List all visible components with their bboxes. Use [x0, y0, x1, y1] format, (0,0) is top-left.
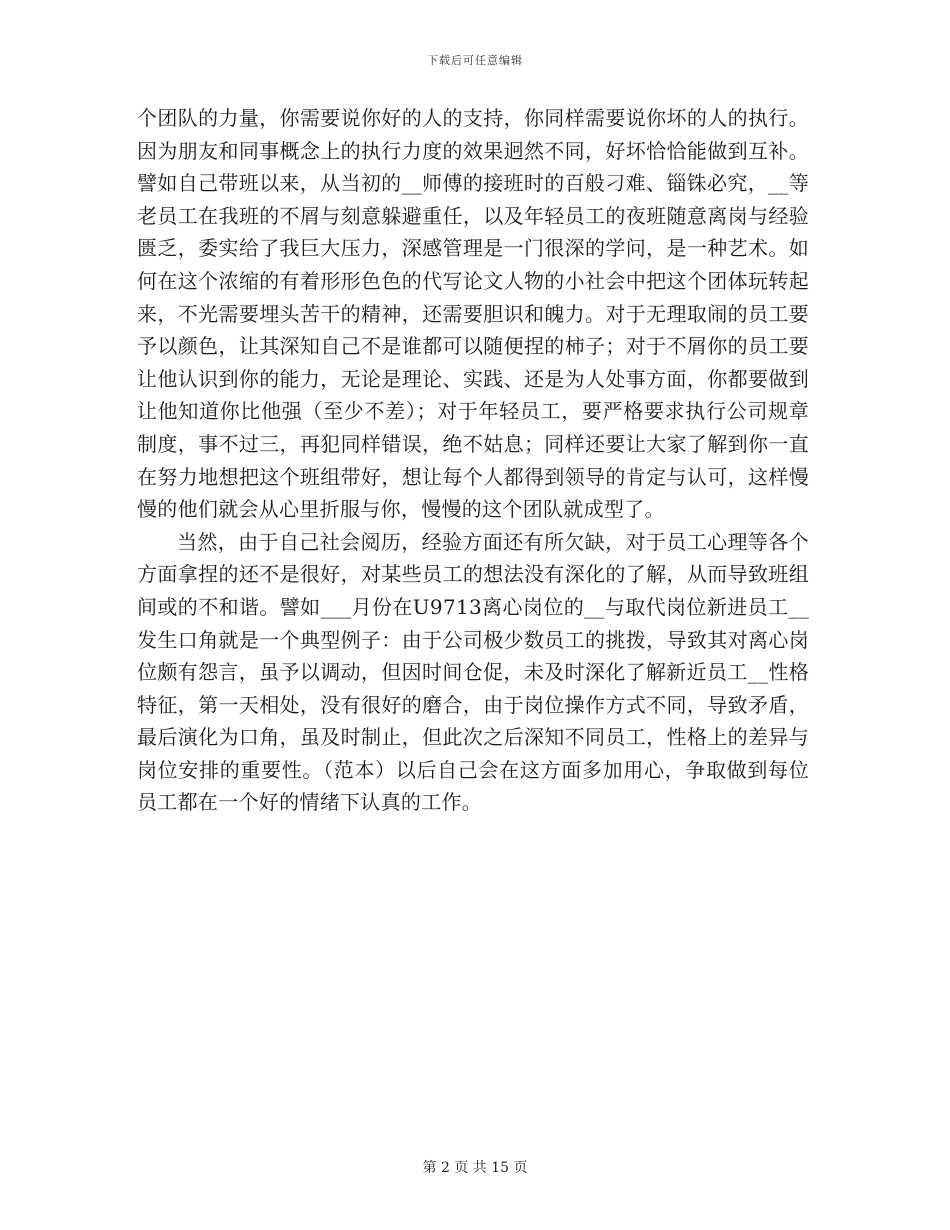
document-body — [137, 102, 809, 819]
paragraph-continued: 个团队的力量，你需要说你好的人的支持，你同样需要说你坏的人的执行。因为朋友和同事概念上的执行力度的效果迥然不同，好坏恰恰能做到互补。譬如自己带班以来，从当初的__师傅的接班时的百般刁难、锱铢必究，__等老员工在我班的不屑与刻意躲避重任，以及年轻员工的夜班随意离岗与经验匮乏，委实给了我巨大压力，深感管理是一门很深的学问，是一种艺术。如何在这个浓缩的有着形形色色的代写论文人物的小社会中把这个团体玩转起来，不光需要埋头苦干的精神，还需要胆识和魄力。对于无理取闹的员工要予以颜色，让其深知自己不是谁都可以随便捏的柿子；对于不屑你的员工要让他认识到你的能力，无论是理论、实践、还是为人处事方面，你都要做到让他知道你比他强（至少不差）；对于年轻员工，要严格要求执行公司规章制度，事不过三，再犯同样错误，绝不姑息；同样还要让大家了解到你一直在努力地想把这个班组带好，想让每个人都得到领导的肯定与认可，这样慢慢的他们就会从心里折服与你，慢慢的这个团队就成型了。 — [137, 106, 809, 522]
page-header-note: 下载后可任意编辑 — [427, 54, 523, 67]
paragraph-second: 当然，由于自己社会阅历，经验方面还有所欠缺，对于员工心理等各个方面拿捏的还不是很好，对某些员工的想法没有深化的了解，从而导致班组间或的不和谐。譬如___月份在U9713离心岗位的__与取代岗位新进员工__发生口角就是一个典型例子：由于公司极少数员工的挑拨，导致其对离心岗位颇有怨言，虽予以调动，但因时间仓促，未及时深化了解新近员工__性格特征，第一天相处，没有很好的磨合，由于岗位操作方式不同，导致矛盾，最后演化为口角，虽及时制止，但此次之后深知不同员工，性格上的差异与岗位安排的重要性。（范本）以后自己会在这方面多加用心，争取做到每位员工都在一个好的情绪下认真的工作。 — [137, 529, 809, 815]
page-number: 第 2 页 共 15 页 — [422, 1160, 528, 1176]
